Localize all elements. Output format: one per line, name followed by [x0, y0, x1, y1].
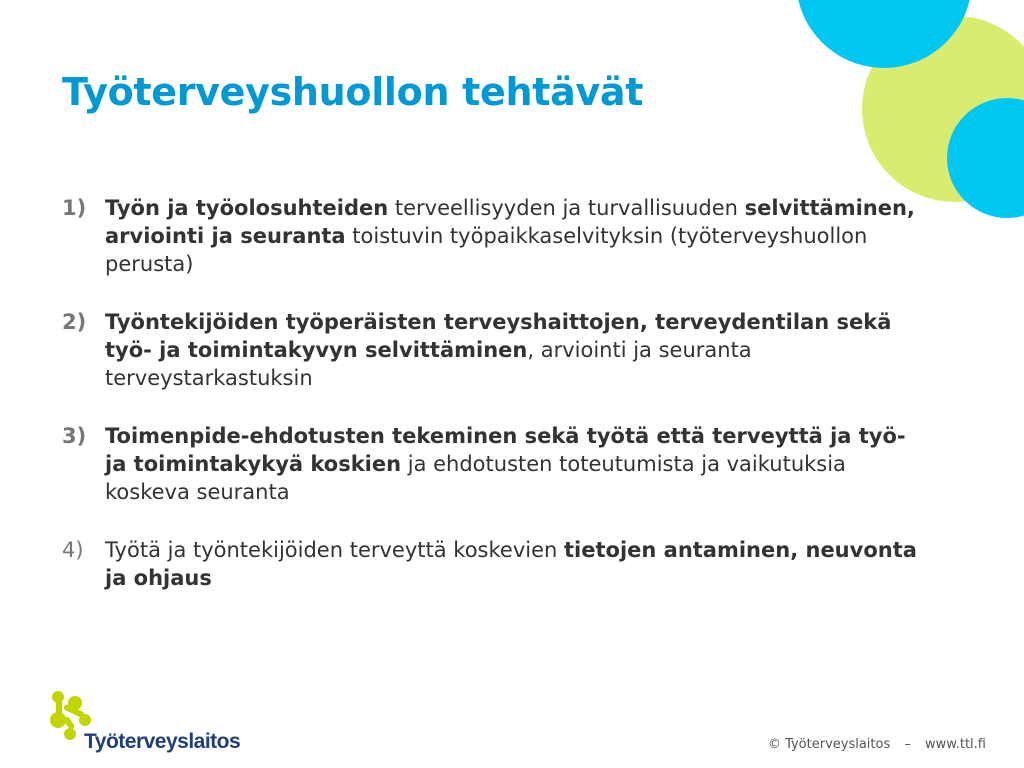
footer-separator: – [904, 737, 911, 752]
list-item-1 [62, 194, 922, 278]
text-segment: toistuvin työpaikkaselvityksin (työterveyshuollon perusta) [105, 224, 868, 276]
list-text [105, 538, 917, 590]
list-number: 1) [62, 196, 87, 220]
list-item-3 [62, 422, 922, 506]
company-logo [48, 690, 248, 760]
text-segment: Toimenpide-ehdotusten tekeminen sekä työtä että terveyttä ja työ- ja toimintakykyä koskien [105, 424, 906, 476]
text-segment: tietojen antaminen, neuvonta ja ohjaus [105, 538, 917, 590]
list-item-4 [62, 536, 922, 592]
text-segment: ja ehdotusten toteutumista ja vaikutuksia koskeva seuranta [105, 452, 846, 504]
list-item-2 [62, 308, 922, 392]
text-segment: terveellisyyden ja turvallisuuden [388, 196, 745, 220]
list-number: 4) [62, 538, 84, 562]
text-segment: Työntekijöiden työperäisten terveyshaittojen, terveydentilan sekä työ- ja toimintakyvyn selvittäminen [105, 310, 892, 362]
list-text [105, 196, 915, 276]
slide-title: Työterveyshuollon tehtävät [62, 70, 644, 114]
footer [768, 737, 986, 752]
logo-text: Työterveyslaitos [84, 730, 241, 753]
footer-link[interactable]: www.ttl.fi [925, 737, 986, 752]
list-text [105, 424, 906, 504]
footer-copyright: © Työterveyslaitos [767, 737, 891, 752]
list-text [105, 310, 891, 390]
text-segment: Työn ja työolosuhteiden [105, 196, 389, 220]
text-segment: Työtä ja työntekijöiden terveyttä koskevien [105, 538, 564, 562]
text-segment: selvittäminen, arviointi ja seuranta [105, 196, 915, 248]
text-segment: , arviointi ja seuranta terveystarkastuksin [105, 338, 752, 390]
task-list [62, 194, 922, 622]
list-number: 2) [62, 310, 87, 334]
list-number: 3) [62, 424, 87, 448]
